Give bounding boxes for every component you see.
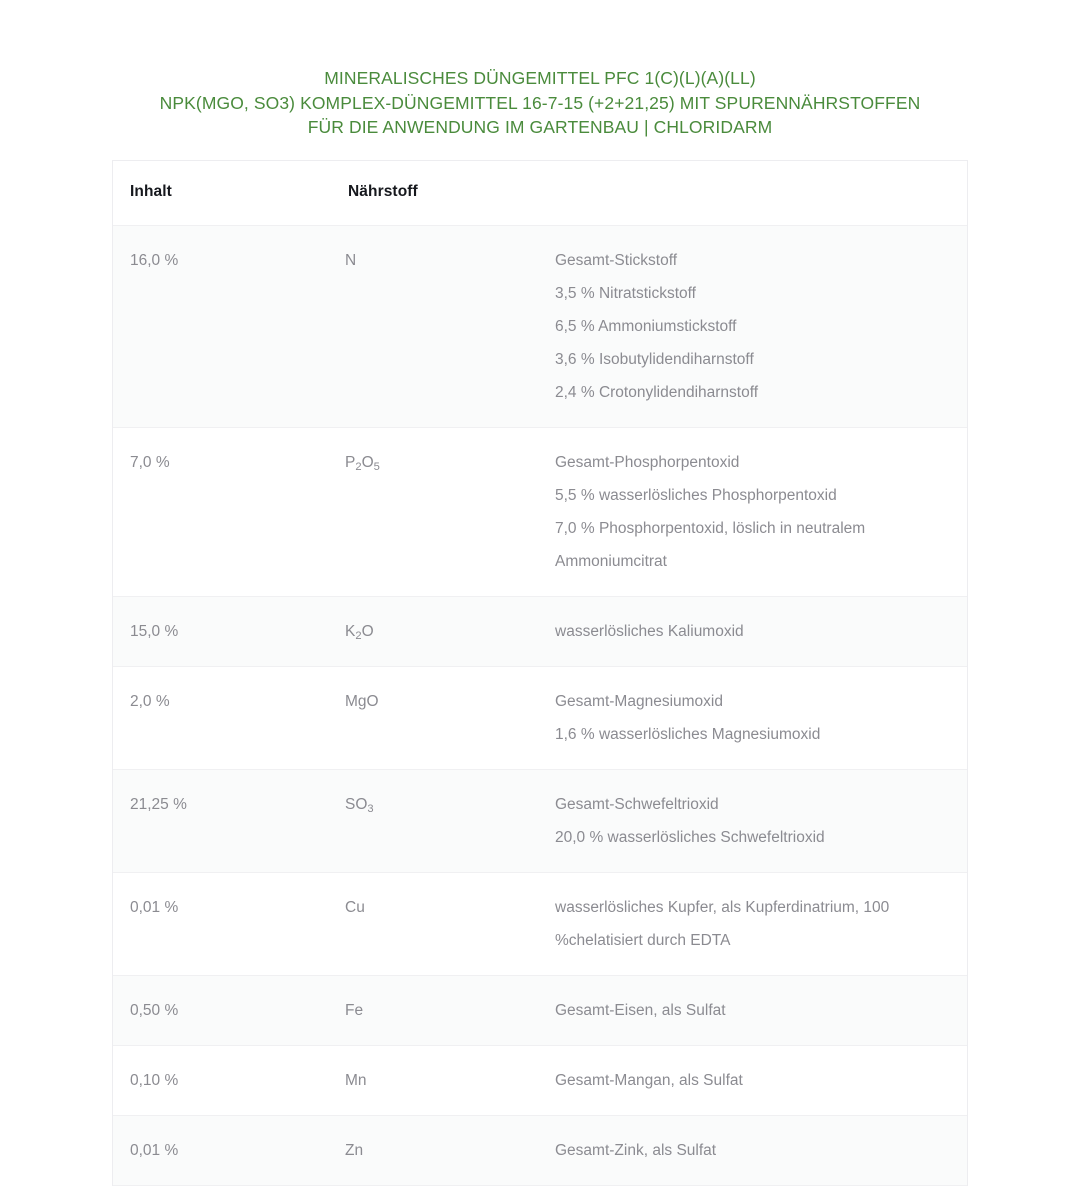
nutrient-subscript: 2 [355, 629, 362, 642]
cell-amount: 2,0 % [113, 666, 331, 769]
table-row [113, 975, 967, 1045]
description-line: Gesamt-Eisen, als Sulfat [555, 1001, 726, 1019]
cell-nutrient: $K_2O$ [331, 596, 544, 666]
cell-description [544, 975, 967, 1045]
page-title-line-2: NPK(MGO, SO3) KOMPLEX-DÜNGEMITTEL 16-7-15 (+2+21,25) MIT SPURENNÄHRSTOFFEN [159, 92, 921, 113]
description-line: 1,6 % wasserlösliches Magnesiumoxid [555, 725, 821, 743]
cell-description [544, 872, 967, 975]
nutrient-subscript: 2 [355, 460, 362, 473]
cell-description [544, 225, 967, 427]
cell-description [544, 1115, 967, 1185]
description-line: 6,5 % Ammoniumstickstoff [555, 317, 737, 335]
cell-amount: 0,10 % [113, 1045, 331, 1115]
description-line: 2,4 % Crotonylidendiharnstoff [555, 383, 759, 401]
description-line: Gesamt-Zink, als Sulfat [555, 1141, 717, 1159]
description-line: wasserlösliches Kaliumoxid [555, 622, 744, 640]
cell-amount: 21,25 % [113, 769, 331, 872]
table-row [113, 1115, 967, 1185]
cell-nutrient: $SO_3$ [331, 769, 544, 872]
cell-description [544, 1045, 967, 1115]
table-body [113, 225, 967, 1185]
description-line: Gesamt-Stickstoff [555, 251, 678, 269]
cell-description [544, 666, 967, 769]
table-row [113, 666, 967, 769]
cell-nutrient: Mn [331, 1045, 544, 1115]
cell-description [544, 769, 967, 872]
description-line: 20,0 % wasserlösliches Schwefeltrioxid [555, 828, 825, 846]
cell-description [544, 427, 967, 596]
column-header-description [544, 161, 967, 226]
description-line: 5,5 % wasserlösliches Phosphorpentoxid [555, 486, 837, 504]
description-line: 3,5 % Nitratstickstoff [555, 284, 696, 302]
cell-amount: 16,0 % [113, 225, 331, 427]
cell-amount: 0,01 % [113, 1115, 331, 1185]
cell-description [544, 596, 967, 666]
table-header-row [113, 161, 967, 226]
cell-nutrient: Cu [331, 872, 544, 975]
column-header-nutrient: Nährstoff [331, 161, 544, 226]
table-row [113, 1045, 967, 1115]
description-line: Gesamt-Schwefeltrioxid [555, 795, 719, 813]
table-header [113, 161, 967, 226]
nutrient-subscript: 3 [367, 802, 374, 815]
cell-nutrient: Fe [331, 975, 544, 1045]
table-row [113, 427, 967, 596]
table-row [113, 872, 967, 975]
table-row [113, 596, 967, 666]
nutrient-subscript: 5 [373, 460, 380, 473]
page-title [0, 0, 1080, 140]
cell-nutrient: Zn [331, 1115, 544, 1185]
cell-amount: 0,01 % [113, 872, 331, 975]
description-line: Gesamt-Mangan, als Sulfat [555, 1071, 743, 1089]
cell-nutrient: MgO [331, 666, 544, 769]
cell-nutrient: N [331, 225, 544, 427]
page-title-line-1: MINERALISCHES DÜNGEMITTEL PFC 1(C)(L)(A)(LL) [324, 68, 756, 88]
cell-amount: 0,50 % [113, 975, 331, 1045]
cell-amount: 7,0 % [113, 427, 331, 596]
cell-nutrient: $P_2O_5$ [331, 427, 544, 596]
description-line: 7,0 % Phosphorpentoxid, löslich in neutralem Ammoniumcitrat [555, 519, 866, 570]
cell-amount: 15,0 % [113, 596, 331, 666]
column-header-amount: Inhalt [113, 161, 331, 226]
table-row [113, 769, 967, 872]
description-line: Gesamt-Magnesiumoxid [555, 692, 723, 710]
nutrient-table-container [112, 160, 968, 1186]
nutrient-table [113, 161, 967, 1186]
page-title-line-3: FÜR DIE ANWENDUNG IM GARTENBAU | CHLORIDARM [307, 117, 773, 137]
table-row [113, 225, 967, 427]
description-line: Gesamt-Phosphorpentoxid [555, 453, 740, 471]
description-line: 3,6 % Isobutylidendiharnstoff [555, 350, 754, 368]
description-line: wasserlösliches Kupfer, als Kupferdinatrium, 100 %chelatisiert durch EDTA [555, 898, 890, 949]
